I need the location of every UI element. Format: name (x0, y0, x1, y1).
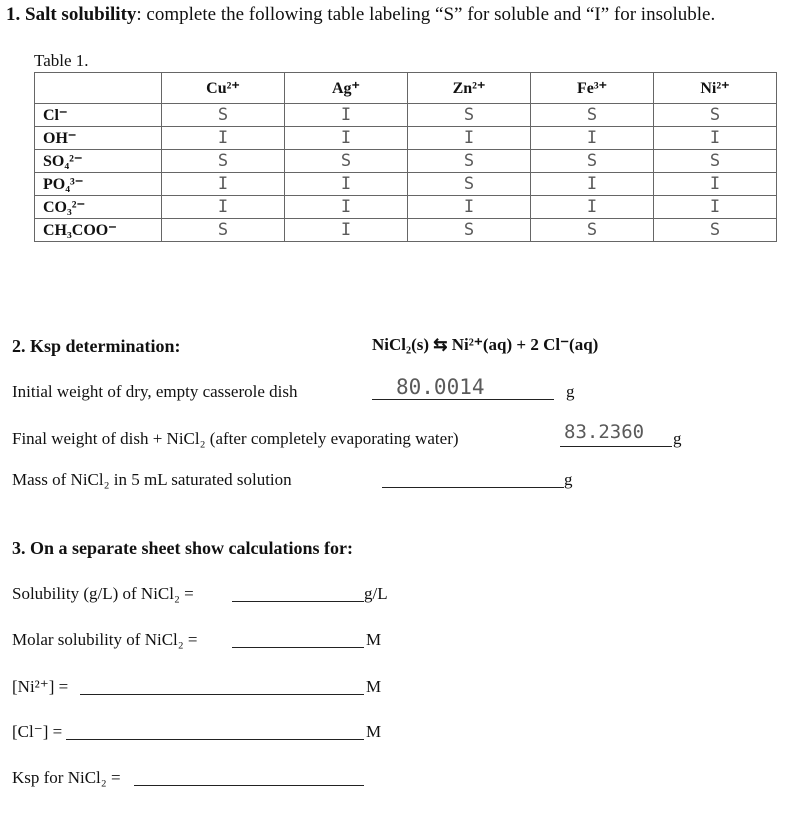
mass-label: Mass of NiCl₂ in 5 mL saturated solution (12, 470, 292, 489)
anion-label: PO₄³⁻ (35, 173, 162, 196)
solubility-cell[interactable]: S (408, 173, 531, 196)
solubility-cell[interactable]: S (408, 150, 531, 173)
question-1 (6, 4, 715, 26)
solubility-cell[interactable]: S (285, 150, 408, 173)
corner-cell (35, 73, 162, 104)
cl-concentration-line[interactable] (66, 739, 364, 740)
column-header: Cu²⁺ (162, 73, 285, 104)
solubility-cell[interactable]: S (531, 219, 654, 242)
final-weight-line[interactable] (560, 446, 672, 447)
ksp-label: Ksp for NiCl₂ = (12, 768, 121, 787)
table-row (35, 127, 777, 150)
solubility-cell[interactable]: I (654, 173, 777, 196)
anion-label: Cl⁻ (35, 104, 162, 127)
solubility-cell[interactable]: S (162, 104, 285, 127)
solubility-cell[interactable]: S (531, 104, 654, 127)
solubility-cell[interactable]: I (654, 127, 777, 150)
column-header: Zn²⁺ (408, 73, 531, 104)
final-weight-value: 83.2360 (564, 421, 645, 443)
solubility-label: Solubility (g/L) of NiCl₂ = (12, 584, 194, 603)
q1-number: 1. (6, 4, 21, 25)
column-header: Fe³⁺ (531, 73, 654, 104)
initial-weight-unit: g (566, 382, 575, 401)
final-weight-unit: g (673, 429, 682, 448)
anion-label: CH₃COO⁻ (35, 219, 162, 242)
table-header-row (35, 73, 777, 104)
table-row (35, 104, 777, 127)
solubility-cell[interactable]: S (654, 150, 777, 173)
final-weight-label: Final weight of dish + NiCl₂ (after completely evaporating water) (12, 429, 459, 448)
table-caption: Table 1. (34, 51, 89, 70)
initial-weight-value: 80.0014 (396, 375, 485, 399)
ni-concentration-label: [Ni²⁺] = (12, 677, 69, 696)
initial-weight-line[interactable] (372, 399, 554, 400)
anion-label: OH⁻ (35, 127, 162, 150)
solubility-cell[interactable]: I (162, 127, 285, 150)
solubility-cell[interactable]: I (162, 196, 285, 219)
table-row (35, 219, 777, 242)
solubility-cell[interactable]: I (285, 196, 408, 219)
initial-weight-label: Initial weight of dry, empty casserole dish (12, 382, 298, 401)
solubility-table (34, 72, 777, 242)
table-row (35, 196, 777, 219)
solubility-cell[interactable]: S (654, 219, 777, 242)
cl-concentration-label: [Cl⁻] = (12, 722, 63, 741)
cl-concentration-unit: M (366, 722, 382, 741)
table-row (35, 150, 777, 173)
mass-line[interactable] (382, 487, 564, 488)
solubility-cell[interactable]: I (408, 196, 531, 219)
solubility-cell[interactable]: I (531, 173, 654, 196)
solubility-cell[interactable]: I (531, 127, 654, 150)
solubility-cell[interactable]: S (162, 150, 285, 173)
solubility-cell[interactable]: I (285, 219, 408, 242)
mass-unit: g (564, 470, 573, 489)
solubility-cell[interactable]: I (285, 104, 408, 127)
molar-solubility-unit: M (366, 630, 382, 649)
molar-solubility-line[interactable] (232, 647, 364, 648)
solubility-cell[interactable]: I (162, 173, 285, 196)
solubility-cell[interactable]: S (408, 219, 531, 242)
ni-concentration-unit: M (366, 677, 382, 696)
solubility-cell[interactable]: I (531, 196, 654, 219)
anion-label: SO₄²⁻ (35, 150, 162, 173)
q3-title: 3. On a separate sheet show calculations for: (12, 538, 353, 558)
solubility-cell[interactable]: S (162, 219, 285, 242)
ksp-line[interactable] (134, 785, 364, 786)
solubility-cell[interactable]: I (285, 173, 408, 196)
solubility-cell[interactable]: I (408, 127, 531, 150)
molar-solubility-label: Molar solubility of NiCl₂ = (12, 630, 198, 649)
solubility-line[interactable] (232, 601, 364, 602)
column-header: Ni²⁺ (654, 73, 777, 104)
solubility-cell[interactable]: S (531, 150, 654, 173)
column-header: Ag⁺ (285, 73, 408, 104)
q1-instruction: : complete the following table labeling “S” for soluble and “I” for insoluble. (136, 4, 716, 25)
solubility-cell[interactable]: S (408, 104, 531, 127)
solubility-unit: g/L (364, 584, 388, 603)
q1-title: Salt solubility (25, 4, 137, 25)
solubility-cell[interactable]: I (285, 127, 408, 150)
solubility-cell[interactable]: S (654, 104, 777, 127)
anion-label: CO₃²⁻ (35, 196, 162, 219)
dissolution-equation: NiCl₂(s) ⇆ Ni²⁺(aq) + 2 Cl⁻(aq) (372, 335, 599, 354)
q2-title: 2. Ksp determination: (12, 336, 181, 356)
table-row (35, 173, 777, 196)
ni-concentration-line[interactable] (80, 694, 364, 695)
solubility-cell[interactable]: I (654, 196, 777, 219)
